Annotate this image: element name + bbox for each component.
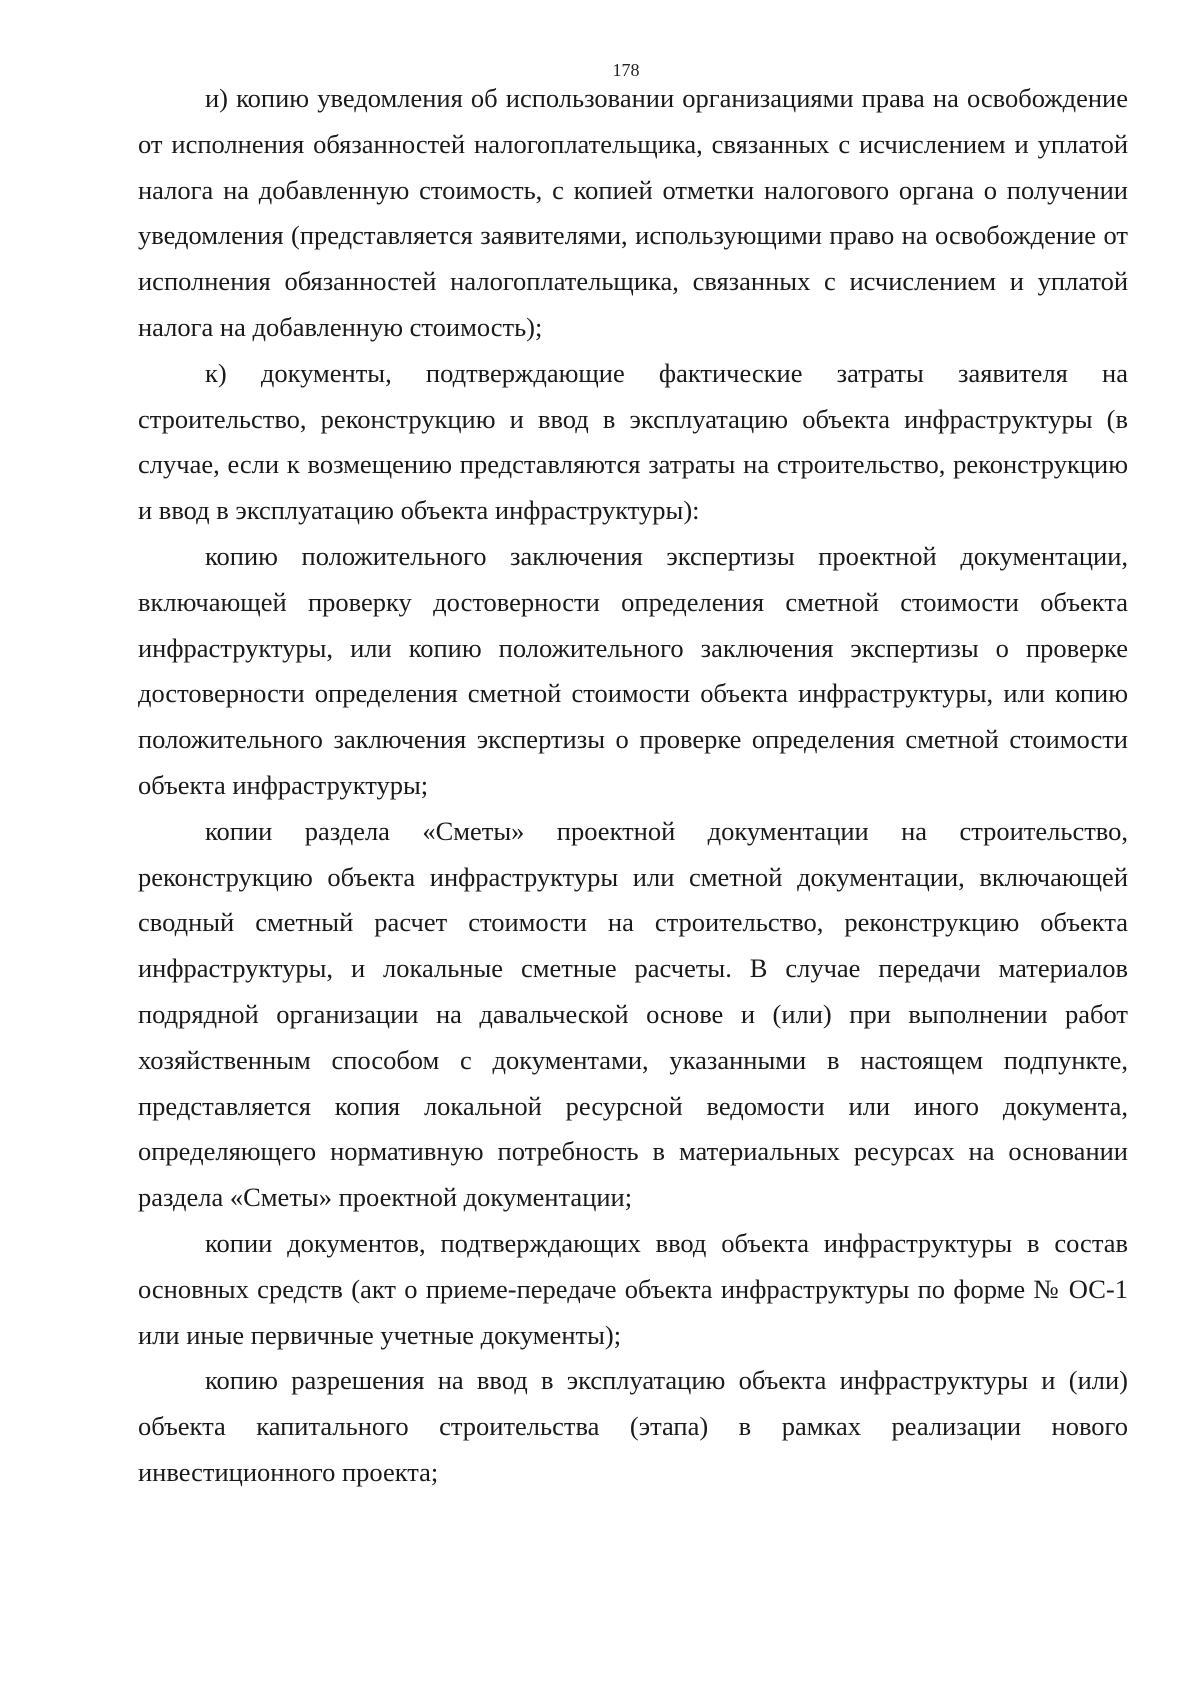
document-body xyxy=(138,76,1128,1496)
paragraph-fixed-assets-copy: копии документов, подтверждающих ввод объекта инфраструктуры в состав основных средств (акт о приеме-передаче объекта инфраструктуры по форме № ОС-1 или иные первичные учетные документы); xyxy=(138,1227,1128,1350)
paragraph-expertise-copy: копию положительного заключения экспертизы проектной документации, включающей проверку достоверности определения сметной стоимости объекта инфраструктуры, или копию положительного заключения экспертизы о проверке достоверности определения сметной стоимости объекта инфраструктуры, или копию положительного заключения экспертизы о проверке определения сметной стоимости объекта инфраструктуры; xyxy=(138,540,1128,800)
paragraph-k: к) документы, подтверждающие фактические затраты заявителя на строительство, реконструкцию и ввод в эксплуатацию объекта инфраструктуры (в случае, если к возмещению представляются затраты на строительство, реконструкцию и ввод в эксплуатацию объекта инфраструктуры): xyxy=(138,357,1128,526)
page-number: 178 xyxy=(612,60,640,80)
paragraph-commissioning-permit: копию разрешения на ввод в эксплуатацию объекта инфраструктуры и (или) объекта капитального строительства (этапа) в рамках реализации нового инвестиционного проекта; xyxy=(138,1365,1128,1487)
paragraph-i: и) копию уведомления об использовании организациями права на освобождение от исполнения обязанностей налогоплательщика, связанных с исчислением и уплатой налога на добавленную стоимость, с копией отметки налогового органа о получении уведомления (представляется заявителями, использующими право на освобождение от исполнения обязанностей налогоплательщика, связанных с исчислением и уплатой налога на добавленную стоимость); xyxy=(138,83,1128,342)
paragraph-estimates-copy: копии раздела «Сметы» проектной документации на строительство, реконструкцию объекта инфраструктуры или сметной документации, включающей сводный сметный расчет стоимости на строительство, реконструкцию объекта инфраструктуры, и локальные сметные расчеты. В случае передачи материалов подрядной организации на давальческой основе и (или) при выполнении работ хозяйственным способом с документами, указанными в настоящем подпункте, представляется копия локальной ресурсной ведомости или иного документа, определяющего нормативную потребность в материальных ресурсах на основании раздела «Сметы» проектной документации; xyxy=(138,815,1128,1213)
